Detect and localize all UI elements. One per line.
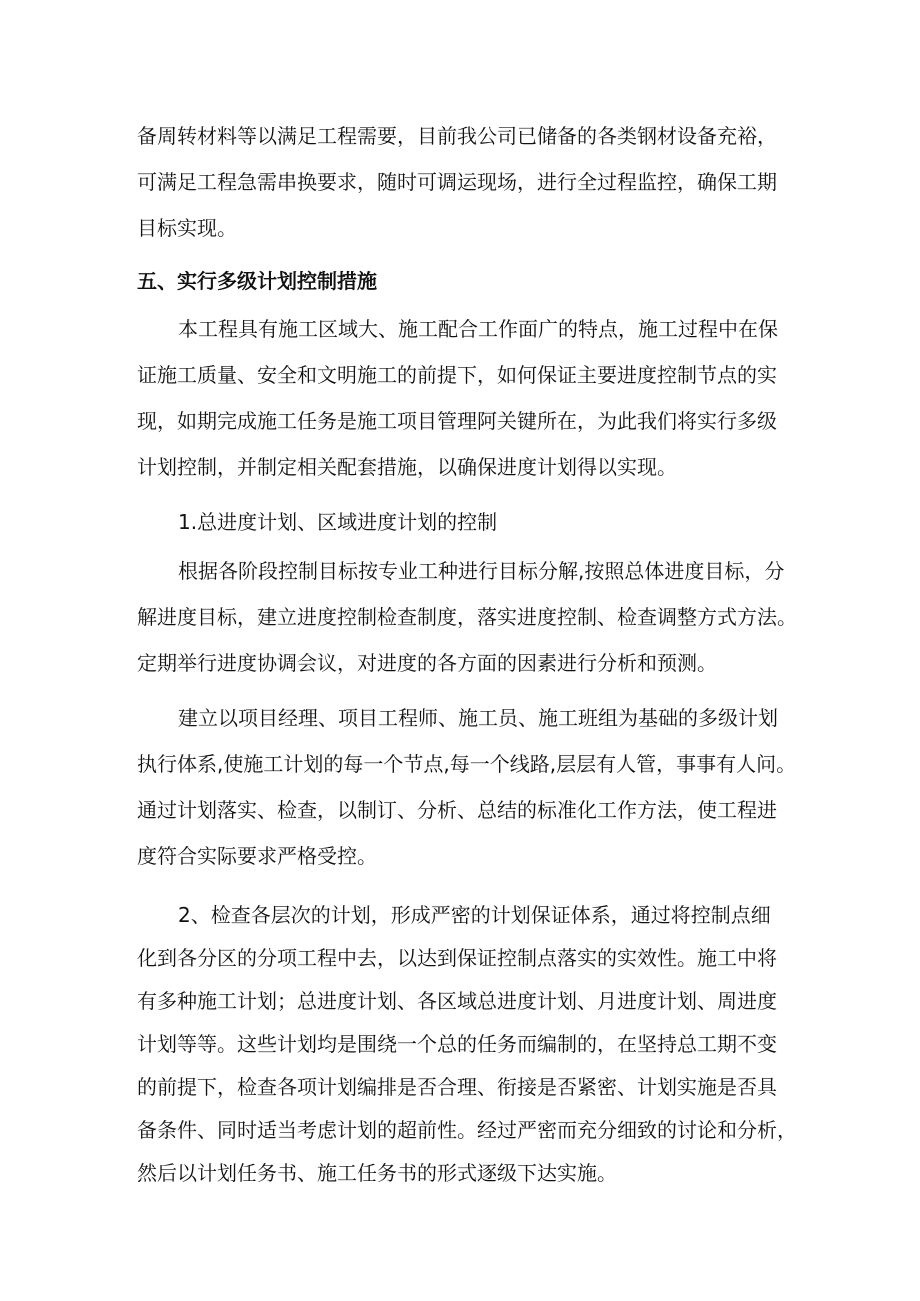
text-line: 度符合实际要求严格受控。 [137,844,377,868]
text-line: 可满足工程急需串换要求，随时可调运现场，进行全过程监控，确保工期 [137,170,777,194]
text-line: 备周转材料等以满足工程需要，目前我公司已储备的各类钢材设备充裕， [137,124,777,148]
text-line: 建立以项目经理、项目工程师、施工员、施工班组为基础的多级计划 [178,706,778,730]
section-heading [137,258,797,304]
text-line: 证施工质量、安全和文明施工的前提下，如何保证主要进度控制节点的实 [137,363,777,387]
paragraph-multilevel-intro [137,306,797,490]
text-line: 根据各阶段控制目标按专业工种进行目标分解,按照总体进度目标，分 [178,559,785,583]
paragraph-plan-levels [137,894,797,1195]
text-line: 现，如期完成施工任务是施工项目管理阿关键所在，为此我们将实行多级 [137,409,777,433]
paragraph-material-reserve [137,113,797,251]
paragraph-goal-decomposition [137,548,797,686]
text-line: 然后以计划任务书、施工任务书的形式逐级下达实施。 [137,1161,617,1185]
text-line: 2、检查各层次的计划，形成严密的计划保证体系，通过将控制点细 [178,903,771,927]
text-line: 本工程具有施工区域大、施工配合工作面广的特点，施工过程中在保 [178,317,778,341]
text-line: 化到各分区的分项工程中去，以达到保证控制点落实的实效性。施工中将 [137,946,777,970]
text-line: 的前提下，检查各项计划编排是否合理、衔接是否紧密、计划实施是否具 [137,1075,777,1099]
text-line: 有多种施工计划；总进度计划、各区域总进度计划、月进度计划、周进度 [137,989,777,1013]
text-line: 定期举行进度协调会议，对进度的各方面的因素进行分析和预测。 [137,651,717,675]
paragraph-execution-system [137,695,797,879]
text-line: 目标实现。 [137,216,237,240]
text-line: 执行体系,使施工计划的每一个节点,每一个线路,层层有人管，事事有人问。 [137,752,797,776]
subheading-total-schedule [137,499,797,545]
text-line: 通过计划落实、检查，以制订、分析、总结的标准化工作方法，使工程进 [137,798,777,822]
text-line: 备条件、同时适当考虑计划的超前性。经过严密而充分细致的讨论和分析， [137,1118,797,1142]
subheading-text: 1.总进度计划、区域进度计划的控制 [178,510,498,534]
text-line: 计划控制，并制定相关配套措施，以确保进度计划得以实现。 [137,455,677,479]
text-line: 解进度目标，建立进度控制检查制度，落实进度控制、检查调整方式方法。 [137,605,797,629]
text-line: 计划等等。这些计划均是围绕一个总的任务而编制的，在坚持总工期不变 [137,1032,777,1056]
heading-text: 五、实行多级计划控制措施 [137,269,377,293]
